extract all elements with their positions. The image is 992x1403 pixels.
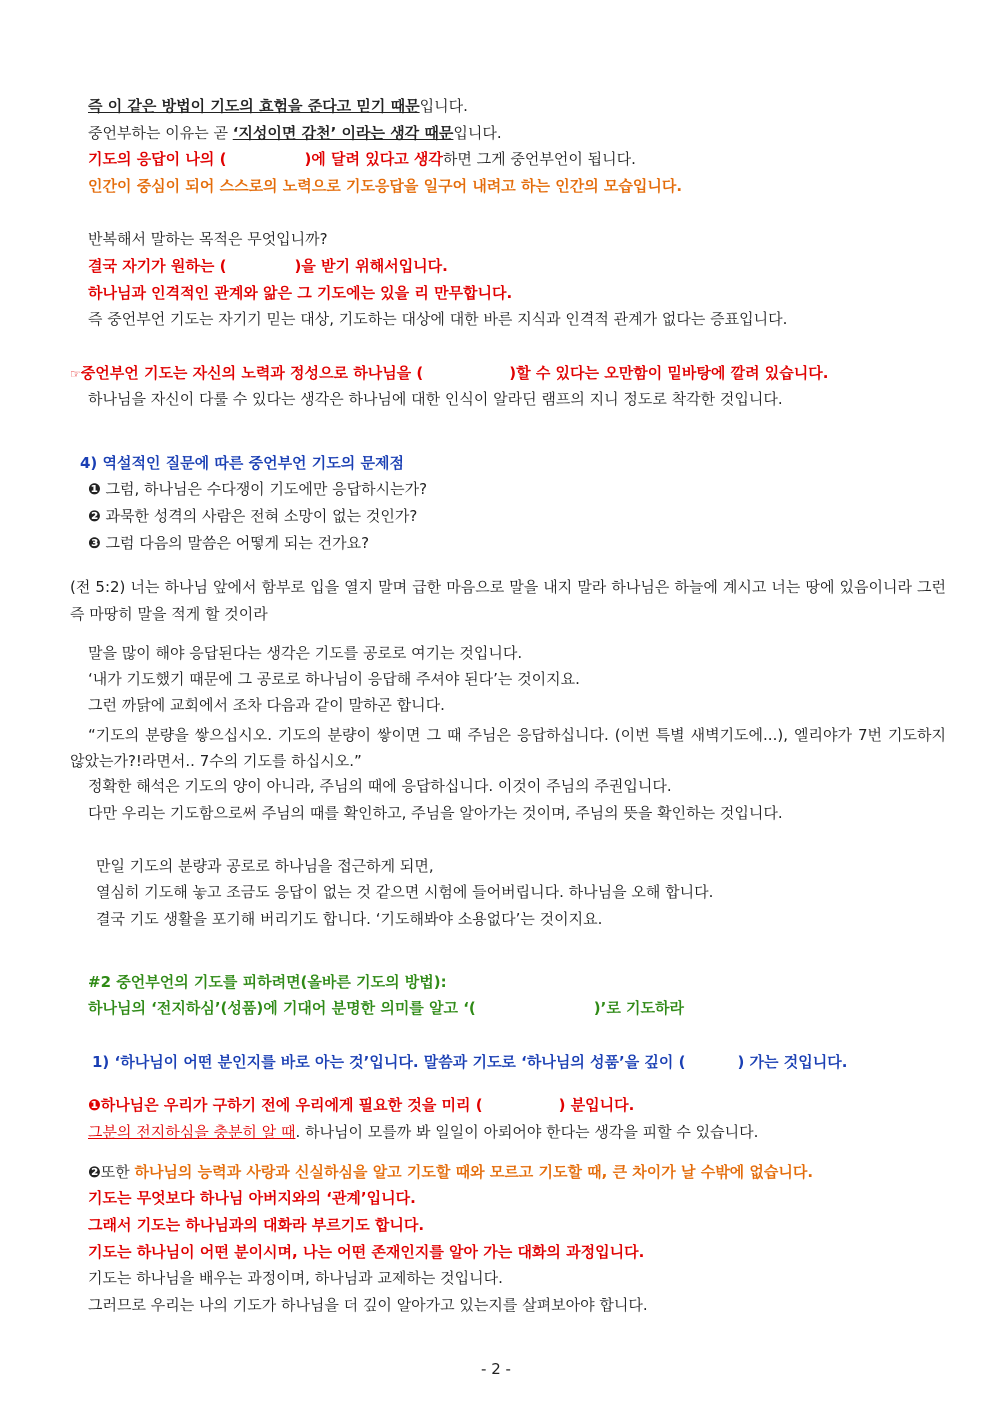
- line-2: [88, 123, 502, 143]
- line-12: ‘내가 기도했기 때문에 그 공로로 하나님이 응답해 주셔야 된다’는 것이지요.: [88, 670, 580, 688]
- page-number: - 2 -: [481, 1360, 511, 1378]
- line-26: 그러므로 우리는 나의 기도가 하나님을 더 깊이 알아가고 있는지를 살펴보아야 합니다.: [88, 1296, 648, 1314]
- text: 중언부하는 이유는 곧: [88, 124, 233, 142]
- text: . 하나님이 모를까 봐 일일이 아뢰어야 한다는 생각을 피할 수 있습니다.: [295, 1123, 759, 1141]
- text: 1) ‘하나님이 어떤 분인지를 바로 아는 것’입니다. 말씀과 기도로 ‘하나님의 성품’을 깊이 (: [92, 1053, 686, 1071]
- number-icon: ❷: [88, 507, 101, 525]
- line-15: 다만 우리는 기도함으로써 주님의 때를 확인하고, 주님을 알아가는 것이며, 주님의 뜻을 확인하는 것입니다.: [88, 804, 783, 822]
- number-icon: ❷: [88, 1163, 101, 1181]
- list-item: [88, 479, 427, 499]
- text: 하나님의 능력과 사랑과 신실하심을 알고 기도할 때와 모르고 기도할 때, 큰 차이가 날 수밖에 없습니다.: [134, 1163, 814, 1181]
- text: 즉 이 같은 방법이 기도의 효험을 준다고 믿기 때문: [88, 97, 420, 115]
- text: ) 분입니다.: [558, 1096, 635, 1114]
- line-8: 즉 중언부언 기도는 자기기 믿는 대상, 기도하는 대상에 대한 바른 지식과 인격적 관계가 없다는 증표입니다.: [88, 310, 788, 328]
- text: 결국 자기가 원하는 (: [88, 257, 227, 275]
- text: )할 수 있다는 오만함이 밑바탕에 깔려 있습니다.: [509, 364, 829, 382]
- line-20: [88, 1122, 758, 1142]
- section-subheading: [88, 998, 684, 1018]
- line-13: 그런 까닭에 교회에서 조차 다음과 같이 말하곤 합니다.: [88, 696, 445, 714]
- text: 그분의 전지하심을 충분히 알 때: [88, 1123, 296, 1141]
- line-21: [88, 1162, 813, 1182]
- line-1: [88, 96, 468, 116]
- text: 하나님은 우리가 구하기 전에 우리에게 필요한 것을 미리 (: [100, 1096, 483, 1114]
- line-22: 기도는 무엇보다 하나님 아버지와의 ‘관계’입니다.: [88, 1189, 416, 1207]
- line-23: 그래서 기도는 하나님과의 대화라 부르기도 합니다.: [88, 1216, 425, 1234]
- text: 입니다.: [419, 97, 468, 115]
- line-24: 기도는 하나님이 어떤 분이시며, 나는 어떤 존재인지를 알아 가는 대화의 과정입니다.: [88, 1243, 645, 1261]
- text: )에 달려 있다고 생각: [304, 150, 443, 168]
- text: 과묵한 성격의 사람은 전혀 소망이 없는 것인가?: [100, 507, 418, 525]
- text: 그럼 다음의 말씀은 어떻게 되는 건가요?: [100, 534, 370, 552]
- line-5: 반복해서 말하는 목적은 무엇입니까?: [88, 230, 328, 248]
- line-14: 정확한 해석은 기도의 양이 아니라, 주님의 때에 응답하십니다. 이것이 주님의 주권입니다.: [88, 777, 672, 795]
- line-17: 열심히 기도해 놓고 조금도 응답이 없는 것 같으면 시험에 들어버립니다. 하나님을 오해 합니다.: [96, 883, 714, 901]
- line-25: 기도는 하나님을 배우는 과정이며, 하나님과 교제하는 것입니다.: [88, 1269, 503, 1287]
- text: ) 가는 것입니다.: [737, 1053, 848, 1071]
- numbered-heading: [92, 1052, 847, 1072]
- line-4: 인간이 중심이 되어 스스로의 노력으로 기도응답을 일구어 내려고 하는 인간의 모습입니다.: [88, 177, 683, 195]
- line-7: 하나님과 인격적인 관계와 앎은 그 기도에는 있을 리 만무합니다.: [88, 284, 513, 302]
- number-icon: ❸: [88, 534, 101, 552]
- text: 중언부언 기도는 자신의 노력과 정성으로 하나님을 (: [80, 364, 424, 382]
- line-18: 결국 기도 생활을 포기해 버리기도 합니다. ‘기도해봐야 소용없다’는 것이지요.: [96, 910, 603, 928]
- line-11: 말을 많이 해야 응답된다는 생각은 기도를 공로로 여기는 것입니다.: [88, 644, 523, 662]
- line-16: 만일 기도의 분량과 공로로 하나님을 접근하게 되면,: [96, 857, 434, 875]
- line-10: 하나님을 자신이 다룰 수 있다는 생각은 하나님에 대한 인식이 알라딘 램프의 지니 정도로 착각한 것입니다.: [88, 390, 783, 408]
- text: 그럼, 하나님은 수다쟁이 기도에만 응답하시는가?: [100, 480, 428, 498]
- text: 입니다.: [453, 124, 502, 142]
- bible-verse: (전 5:2) 너는 하나님 앞에서 함부로 입을 열지 말며 급한 마음으로 말을 내지 말라 하나님은 하늘에 계시고 너는 땅에 있음이니라 그런즉 마땅히 말을 적게 할 것이라: [70, 578, 946, 623]
- number-icon: ❶: [88, 480, 101, 498]
- text: 하나님의 ‘전지하심’(성품)에 기대어 분명한 의미를 알고 ‘(: [88, 999, 476, 1017]
- quote-paragraph: “기도의 분량을 쌓으십시오. 기도의 분량이 쌓이면 그 때 주님은 응답하십니다. (이번 특별 새벽기도에...), 엘리야가 7번 기도하지 않았는가?!라면서.. 7수의 기도를 하십시오.”: [70, 726, 946, 770]
- number-icon: ❶: [88, 1096, 101, 1114]
- pointing-hand-icon: ☞: [70, 367, 81, 381]
- list-item: [88, 533, 369, 553]
- section-heading: 4) 역설적인 질문에 따른 중언부언 기도의 문제점: [80, 454, 404, 472]
- text: ‘지성이면 감천’ 이라는 생각 때문: [232, 124, 454, 142]
- section-heading: #2 중언부언의 기도를 피하려면(올바른 기도의 방법):: [88, 973, 447, 991]
- line-6: [88, 256, 448, 276]
- line-3: [88, 149, 636, 169]
- line-9: [70, 363, 828, 384]
- line-19: [88, 1095, 634, 1115]
- list-item: [88, 506, 417, 526]
- text: 또한: [100, 1163, 135, 1181]
- text: )’로 기도하라: [593, 999, 685, 1017]
- text: 기도의 응답이 나의 (: [88, 150, 227, 168]
- text: 하면 그게 중언부언이 됩니다.: [442, 150, 636, 168]
- text: )을 받기 위해서입니다.: [294, 257, 448, 275]
